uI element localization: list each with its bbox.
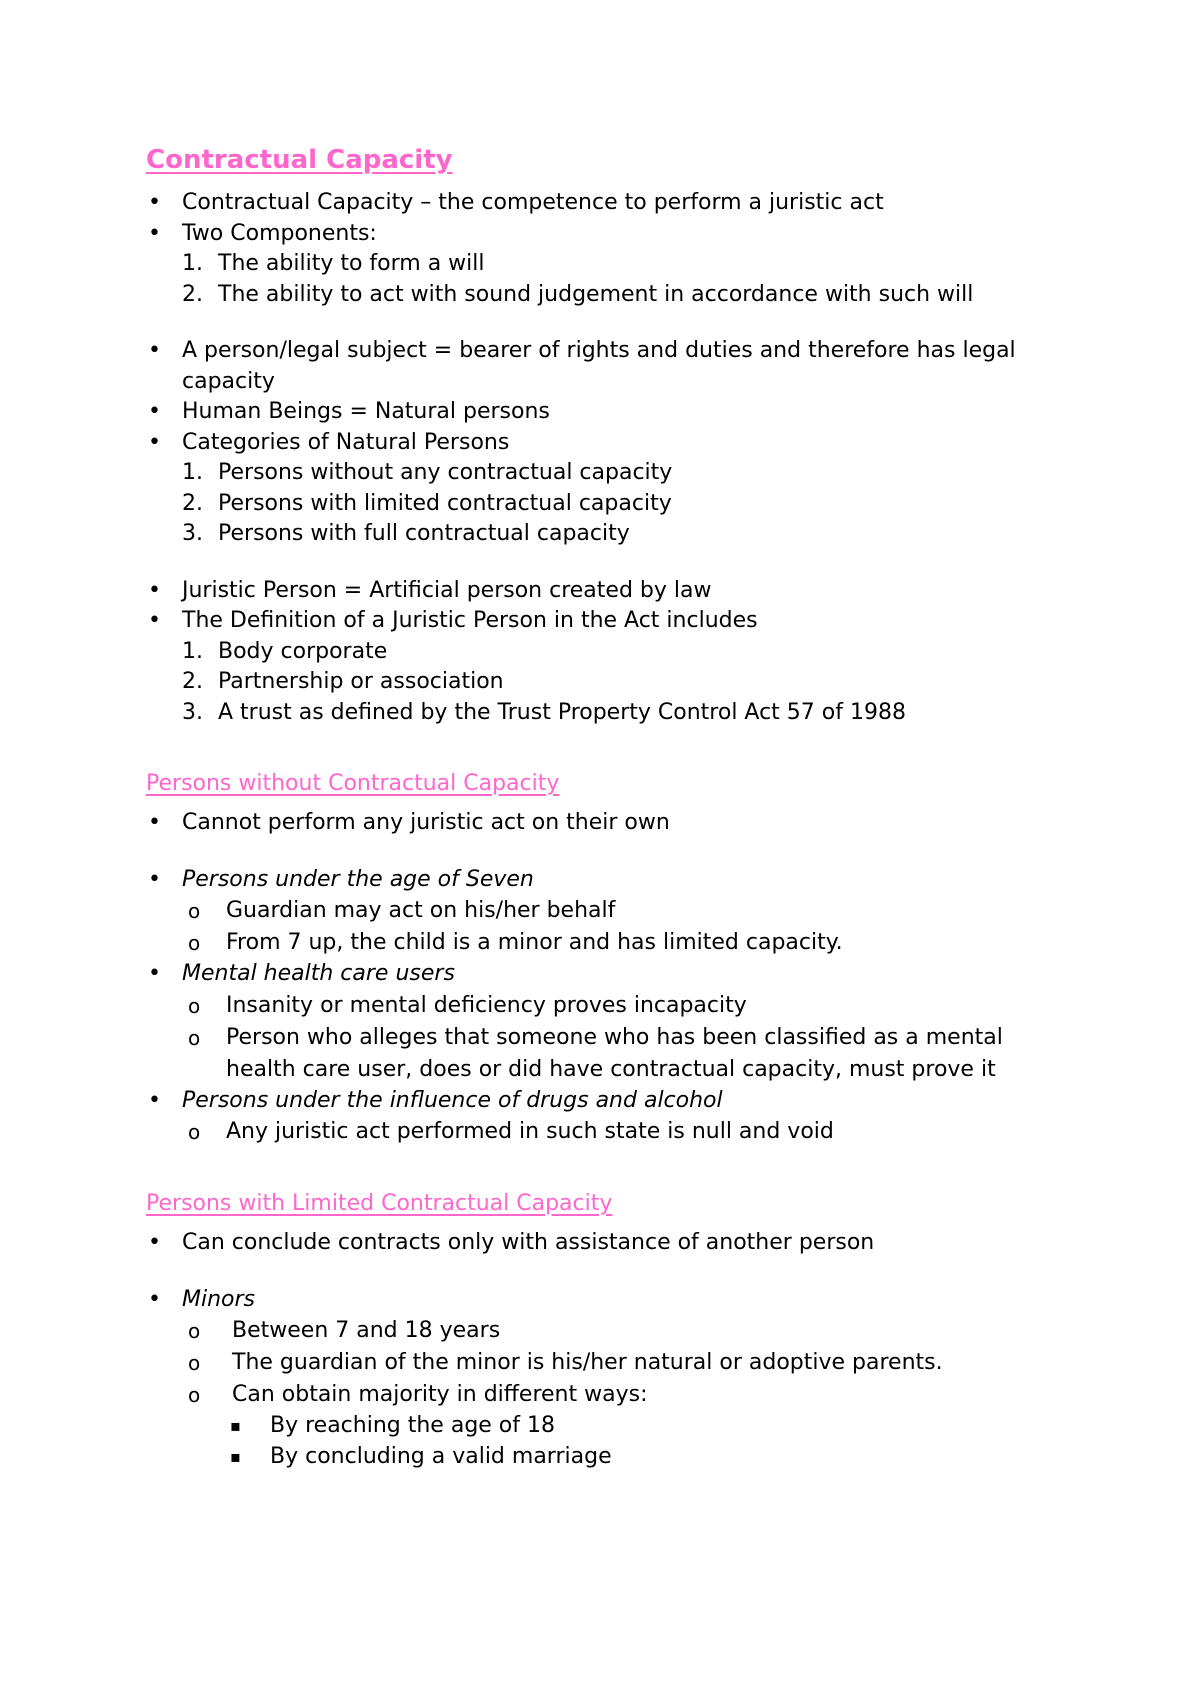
- circle-marker: o: [188, 1120, 201, 1144]
- without-categories-list: [146, 865, 1070, 1149]
- intro-list: [146, 188, 1070, 310]
- numbered-item: [146, 637, 1070, 668]
- sub-item: [146, 1022, 1070, 1086]
- item-text: Can conclude contracts only with assistance of another person: [182, 1230, 875, 1255]
- bullet-marker: •: [148, 220, 161, 246]
- bullet-marker: •: [148, 961, 161, 986]
- item-text: Person who alleges that someone who has been classified as a mental health care user, does or did have contractual capacity, must prove it: [226, 1024, 1003, 1082]
- square-marker: ▪: [230, 1416, 241, 1435]
- number-marker: 1.: [182, 460, 203, 485]
- list-item: [146, 1228, 1070, 1259]
- item-text: Persons with full contractual capacity: [218, 521, 630, 546]
- number-marker: 2.: [182, 669, 203, 694]
- spacer: [146, 1259, 1070, 1285]
- number-marker: 3.: [182, 521, 203, 546]
- bullet-marker: •: [148, 1230, 161, 1255]
- minors-list: [146, 1285, 1070, 1473]
- list-item: [146, 576, 1070, 607]
- sub-item: [146, 1315, 1070, 1347]
- number-marker: 3.: [182, 699, 203, 725]
- circle-marker: o: [188, 931, 201, 955]
- item-text: The ability to form a will: [218, 251, 485, 276]
- item-text: Insanity or mental deficiency proves incapacity: [226, 992, 747, 1018]
- numbered-item: [146, 698, 1070, 729]
- item-text: Human Beings = Natural persons: [182, 399, 550, 424]
- circle-marker: o: [188, 1025, 201, 1050]
- list-item: [146, 865, 1070, 896]
- bullet-marker: •: [148, 577, 161, 603]
- circle-marker: o: [188, 993, 201, 1018]
- list-item: [146, 1285, 1070, 1316]
- item-text: Categories of Natural Persons: [182, 429, 510, 455]
- item-text: A person/legal subject = bearer of rights and duties and therefore has legal capacity: [182, 338, 1016, 394]
- item-text: Persons under the age of Seven: [182, 866, 534, 892]
- circle-marker: o: [188, 899, 201, 923]
- item-text: Persons with limited contractual capacity: [218, 490, 672, 516]
- item-text: Cannot perform any juristic act on their own: [182, 810, 670, 835]
- bullet-marker: •: [148, 810, 161, 835]
- bullet-marker: •: [148, 429, 161, 455]
- item-text: Can obtain majority in different ways:: [232, 1382, 648, 1407]
- list-item: [146, 336, 1070, 397]
- limited-list: [146, 1228, 1070, 1259]
- bullet-marker: •: [148, 1286, 161, 1312]
- without-list: [146, 808, 1070, 839]
- number-marker: 2.: [182, 281, 203, 307]
- list-item: [146, 428, 1070, 459]
- circle-marker: o: [188, 1319, 201, 1343]
- item-text: The guardian of the minor is his/her natural or adoptive parents.: [232, 1350, 943, 1375]
- sub-item: [146, 990, 1070, 1022]
- spacer: [146, 728, 1070, 768]
- sub-item: [146, 895, 1070, 927]
- numbered-item: [146, 249, 1070, 280]
- number-marker: 2.: [182, 490, 203, 516]
- list-item: [146, 397, 1070, 428]
- item-text: A trust as defined by the Trust Property Control Act 57 of 1988: [218, 699, 906, 725]
- item-text: Mental health care users: [182, 961, 455, 986]
- sub-item: [146, 1347, 1070, 1379]
- item-text: The ability to act with sound judgement in accordance with such will: [218, 281, 974, 307]
- numbered-item: [146, 458, 1070, 489]
- bullet-marker: •: [148, 399, 161, 424]
- list-item: [146, 188, 1070, 219]
- bullet-marker: •: [148, 1087, 161, 1113]
- bullet-marker: •: [148, 866, 161, 892]
- item-text: Contractual Capacity – the competence to perform a juristic act: [182, 190, 884, 215]
- numbered-item: [146, 667, 1070, 698]
- item-text: Persons under the influence of drugs and alcohol: [182, 1087, 723, 1113]
- item-text: From 7 up, the child is a minor and has limited capacity.: [226, 930, 843, 955]
- sub-sub-item: [146, 1411, 1070, 1442]
- item-text: The Definition of a Juristic Person in the Act includes: [182, 608, 758, 633]
- item-text: By concluding a valid marriage: [270, 1443, 612, 1469]
- section-heading-limited: Persons with Limited Contractual Capacity: [146, 1191, 613, 1216]
- item-text: Minors: [182, 1286, 256, 1312]
- numbered-item: [146, 489, 1070, 520]
- item-text: Partnership or association: [218, 669, 504, 694]
- item-text: Two Components:: [182, 220, 377, 246]
- number-marker: 1.: [182, 251, 203, 276]
- numbered-item: [146, 280, 1070, 311]
- number-marker: 1.: [182, 638, 203, 664]
- spacer: [146, 1148, 1070, 1188]
- spacer: [146, 839, 1070, 865]
- list-item: [146, 959, 1070, 990]
- spacer: [146, 550, 1070, 576]
- circle-marker: o: [188, 1351, 201, 1375]
- item-text: Between 7 and 18 years: [232, 1318, 501, 1343]
- item-text: Body corporate: [218, 638, 388, 664]
- bullet-marker: •: [148, 608, 161, 633]
- list-item: [146, 1086, 1070, 1117]
- juristic-list: [146, 576, 1070, 729]
- sub-sub-item: [146, 1442, 1070, 1473]
- item-text: By reaching the age of 18: [270, 1413, 556, 1438]
- persons-list: [146, 336, 1070, 550]
- sub-item: [146, 1379, 1070, 1411]
- item-text: Any juristic act performed in such state is null and void: [226, 1119, 834, 1144]
- circle-marker: o: [188, 1383, 201, 1407]
- sub-item: [146, 1116, 1070, 1148]
- section-heading-without: Persons without Contractual Capacity: [146, 771, 560, 796]
- sub-item: [146, 927, 1070, 959]
- square-marker: ▪: [230, 1446, 241, 1466]
- list-item: [146, 219, 1070, 250]
- numbered-item: [146, 519, 1070, 550]
- list-item: [146, 808, 1070, 839]
- item-text: Juristic Person = Artificial person created by law: [182, 577, 712, 603]
- page-title: Contractual Capacity: [146, 145, 453, 175]
- bullet-marker: •: [148, 190, 161, 215]
- spacer: [146, 310, 1070, 336]
- item-text: Persons without any contractual capacity: [218, 460, 673, 485]
- list-item: [146, 606, 1070, 637]
- bullet-marker: •: [148, 338, 161, 363]
- item-text: Guardian may act on his/her behalf: [226, 898, 616, 923]
